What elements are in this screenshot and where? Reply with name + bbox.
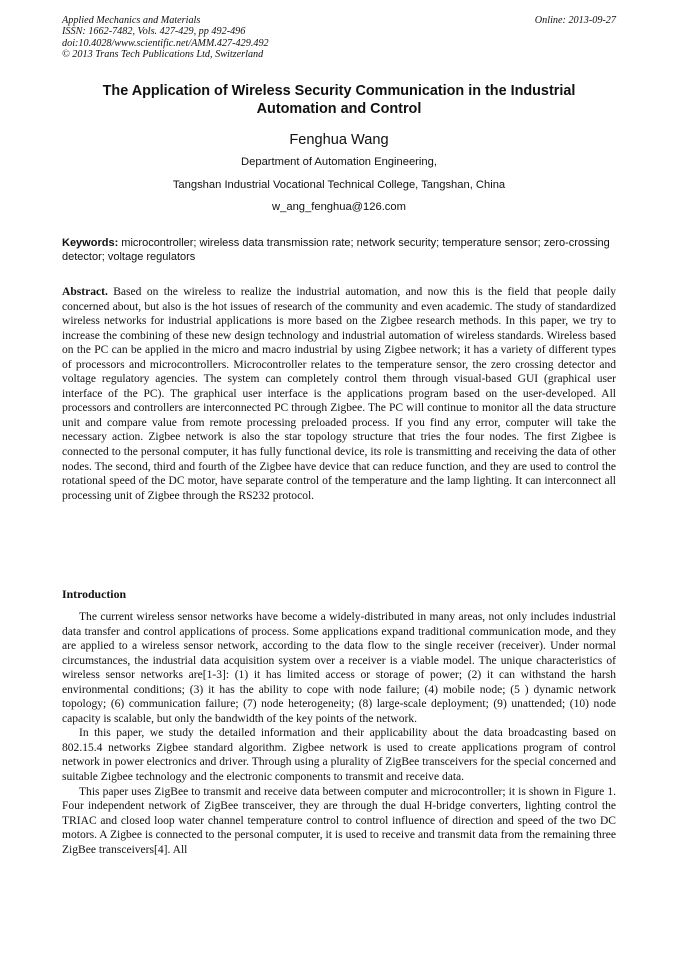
abstract [62, 285, 616, 503]
issn-line: ISSN: 1662-7482, Vols. 427-429, pp 492-496 [62, 26, 246, 38]
author-name: Fenghua Wang [289, 132, 389, 148]
intro-paragraph: This paper uses ZigBee to transmit and receive data between computer and microcontroller; it is shown in Figure 1. Four independent network of ZigBee transceiver, they are through the dual H-bridge converters, lighting control the TRIAC and closed loop water channel temperature control to control influence of direction and speed of the two DC motors. A Zigbee is connected to the personal computer, it is used to receive and transmit data from the remaining three ZigBee transceivers[4]. All [62, 785, 616, 856]
keywords-label: Keywords: [62, 237, 119, 249]
doi-line: doi:10.4028/www.scientific.net/AMM.427-429.492 [62, 37, 269, 49]
paper-title: The Application of Wireless Security Communication in the Industrial Automation and Control [102, 83, 576, 117]
affiliation-college: Tangshan Industrial Vocational Technical College, Tangshan, China [172, 179, 506, 191]
keywords-text: microcontroller; wireless data transmission rate; network security; temperature sensor; zero-crossing detector; voltage regulators [62, 237, 610, 264]
intro-paragraph: In this paper, we study the detailed information and their applicability about the data broadcasting based on 802.15.4 networks Zigbee standard algorithm. Zigbee network is used to create applications program of control network in power electronics and driver. Through using a plurality of ZigBee transceivers for the special concerned and suitable Zigbee technology and the electronic components to transmit and receive data. [62, 727, 616, 784]
affiliation-department: Department of Automation Engineering, [241, 156, 437, 168]
introduction-body [62, 610, 616, 857]
abstract-text: Based on the wireless to realize the industrial automation, and now this is the field that people daily concerned about, but also is the hot issues of research of the community and even academic. The study of standardized wireless networks for industrial applications is more based on the Zigbee research methods. In this paper, we try to increase the combining of these new design technology and industrial automation of wireless standards. Wireless based on the PC can be applied in the micro and macro industrial by using Zigbee network; it has a variety of different types of processors and microcontrollers. Microcontroller relates to the temperature sensor, the zero crossing detector and voltage regulatory agencies. The system can completely control them through visual-based GUI (graphical user interface of the PC). The graphical user interface is the applications program based on the user-developed. All processors and controllers are interconnected PC through Zigbee. The PC will continue to monitor all the data structure unit and compare value from remote processing preloaded process. If you find any error, computer will take the necessary action. Zigbee network is also the star topology structure that tries the four nodes. The first Zigbee is connected to the personal computer, it has fully functional device, its role is transmitting and receiving the data of other nodes. The second, third and fourth of the Zigbee have device that can reduce function, and they are used to control the rotational speed of the DC motor, have separate control of the temperature and the lamp lighting. It can interconnect all processing unit of Zigbee through the RS232 protocol. [62, 286, 616, 502]
section-heading-introduction: Introduction [62, 587, 127, 601]
author-email: w_ang_fenghua@126.com [272, 201, 406, 213]
abstract-label: Abstract. [62, 286, 108, 298]
keywords [62, 236, 616, 265]
copyright-line: © 2013 Trans Tech Publications Ltd, Switzerland [62, 48, 264, 60]
abstract-paragraph [62, 285, 616, 503]
journal-header [62, 15, 616, 60]
online-date: Online: 2013-09-27 [534, 15, 616, 26]
journal-name: Applied Mechanics and Materials [62, 15, 201, 26]
intro-paragraph: The current wireless sensor networks have become a widely-distributed in many areas, not only includes industrial data transfer and control applications of process. Some applications expand traditional communication mode, and they are applied to a wireless sensor network, according to the data flow to the single receiver (receiver). Under normal circumstances, the industrial data acquisition system over a receiver is a viable model. The unique characteristics of wireless sensor networks are[1-3]: (1) it has limited access or storage of power; (2) it can withstand the harsh environmental conditions; (3) it has the ability to cope with node failure; (4) mobile node; (5 ) dynamic network topology; (6) communication failure; (7) node heterogeneity; (8) large-scale deployment; (9) unattended; (10) node capacity is scalable, but only the bandwidth of the key points of the network. [62, 611, 616, 725]
